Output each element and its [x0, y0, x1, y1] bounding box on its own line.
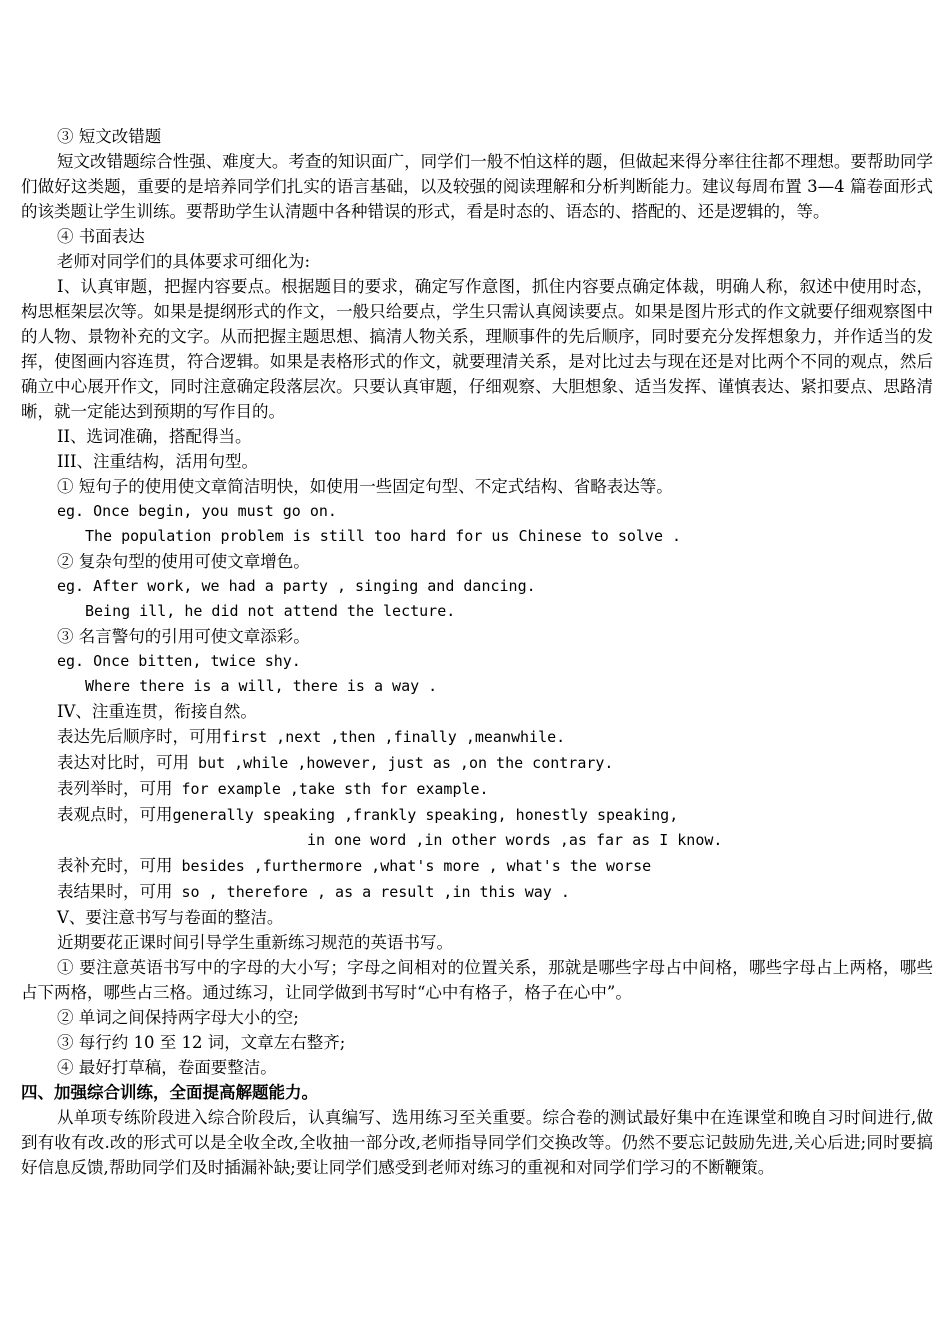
writing-intro: 老师对同学们的具体要求可细化为:	[57, 252, 311, 271]
paragraph-error-correction: 短文改错题综合性强、难度大。考查的知识面广，同学们一般不怕这样的题，但做起来得分率往往都不理想。要帮助同学们做好这类题，重要的是培养同学们扎实的语言基础，以及较强的阅读理解和分析判断能力。建议每周布置 3—4 篇卷面形式的该类题让学生训练。要帮助学生认清题中各种错误的形式，看是时态的、语态的、搭配的、还是逻辑的，等。	[21, 152, 933, 221]
handwriting-tip-4: ④ 最好打草稿，卷面要整洁。	[57, 1058, 277, 1077]
example-3b: Where there is a will, there is a way .	[85, 677, 438, 695]
handwriting-intro: 近期要花正课时间引导学生重新练习规范的英语书写。	[57, 933, 453, 952]
handwriting-tip-1: ① 要注意英语书写中的字母的大小写；字母之间相对的位置关系，那就是哪些字母占中间格，哪些字母占上两格，哪些占下两格，哪些占三格。通过练习，让同学做到书写时“心中有格子，格子在心中”。	[21, 958, 933, 1002]
example-1a: eg. Once begin, you must go on.	[57, 502, 337, 520]
example-2a: eg. After work, we had a party , singing and dancing.	[57, 577, 536, 595]
connector-label: 表达对比时，可用	[57, 753, 189, 772]
connector-contrast	[21, 750, 933, 776]
document-body	[21, 124, 933, 1180]
paragraph-comprehensive-training: 从单项专练阶段进入综合阶段后，认真编写、选用练习至关重要。综合卷的测试最好集中在连课堂和晚自习时间进行,做到有收有改.改的形式可以是全收全改,全收抽一部分改,老师指导同学们交换改等。仍然不要忘记鼓励先进,关心后进;同时要搞好信息反馈,帮助同学们及时插漏补缺;要让同学们感受到老师对练习的重视和对同学们学习的不断鞭策。	[21, 1108, 933, 1177]
connector-words: besides ,furthermore ,what's more , what's the worse	[172, 857, 652, 875]
example-1b: The population problem is still too hard for us Chinese to solve .	[85, 527, 682, 545]
connector-words: but ,while ,however, just as ,on the contrary.	[189, 754, 614, 772]
writing-point-1: I、认真审题，把握内容要点。根据题目的要求，确定写作意图，抓住内容要点确定体裁，明确人称，叙述中使用时态，构思框架层次等。如果是提纲形式的作文，一般只给要点，学生只需认真阅读要点。如果是图片形式的作文就要仔细观察图中的人物、景物补充的文字。从而把握主题思想、搞清人物关系，理顺事件的先后顺序，同时要充分发挥想象力，并作适当的发挥，使图画内容连贯，符合逻辑。如果是表格形式的作文，就要理清关系，是对比过去与现在还是对比两个不同的观点，然后确立中心展开作文，同时注意确定段落层次。只要认真审题，仔细观察、大胆想象、适当发挥、谨慎表达、紧扣要点、思路清晰，就一定能达到预期的写作目的。	[21, 277, 933, 421]
connector-label: 表达先后顺序时，可用	[57, 727, 222, 746]
example-3a: eg. Once bitten, twice shy.	[57, 652, 301, 670]
subpoint-short-sentences: ① 短句子的使用使文章简洁明快，如使用一些固定句型、不定式结构、省略表达等。	[57, 477, 673, 496]
writing-point-3: III、注重结构，活用句型。	[57, 452, 259, 471]
connector-result	[21, 879, 933, 905]
connector-opinion-continued: in one word ,in other words ,as far as I know.	[307, 831, 723, 849]
connector-example	[21, 776, 933, 802]
section-heading-writing: ④ 书面表达	[57, 227, 145, 246]
subpoint-complex-sentences: ② 复杂句型的使用可使文章增色。	[57, 552, 310, 571]
section-heading-comprehensive-training: 四、加强综合训练，全面提高解题能力。	[21, 1083, 318, 1102]
handwriting-tip-2: ② 单词之间保持两字母大小的空;	[57, 1008, 299, 1027]
connector-words: for example ,take sth for example.	[172, 780, 489, 798]
connector-label: 表结果时，可用	[57, 882, 173, 901]
example-2b: Being ill, he did not attend the lecture.	[85, 602, 456, 620]
connector-label: 表列举时，可用	[57, 779, 173, 798]
writing-point-5: V、要注意书写与卷面的整洁。	[57, 908, 284, 927]
section-heading-error-correction: ③ 短文改错题	[57, 127, 162, 146]
subpoint-quotes: ③ 名言警句的引用可使文章添彩。	[57, 627, 310, 646]
handwriting-tip-3: ③ 每行约 10 至 12 词，文章左右整齐;	[57, 1033, 346, 1052]
connector-opinion	[21, 802, 933, 828]
connector-words: generally speaking ,frankly speaking, honestly speaking,	[172, 806, 679, 824]
connector-label: 表补充时，可用	[57, 856, 173, 875]
connector-addition	[21, 853, 933, 879]
connector-words: first ,next ,then ,finally ,meanwhile.	[222, 728, 566, 746]
writing-point-2: II、选词准确，搭配得当。	[57, 427, 252, 446]
connector-label: 表观点时，可用	[57, 805, 173, 824]
writing-point-4: IV、注重连贯，衔接自然。	[57, 702, 257, 721]
connector-sequence	[21, 724, 933, 750]
connector-words: so , therefore , as a result ,in this way .	[172, 883, 570, 901]
